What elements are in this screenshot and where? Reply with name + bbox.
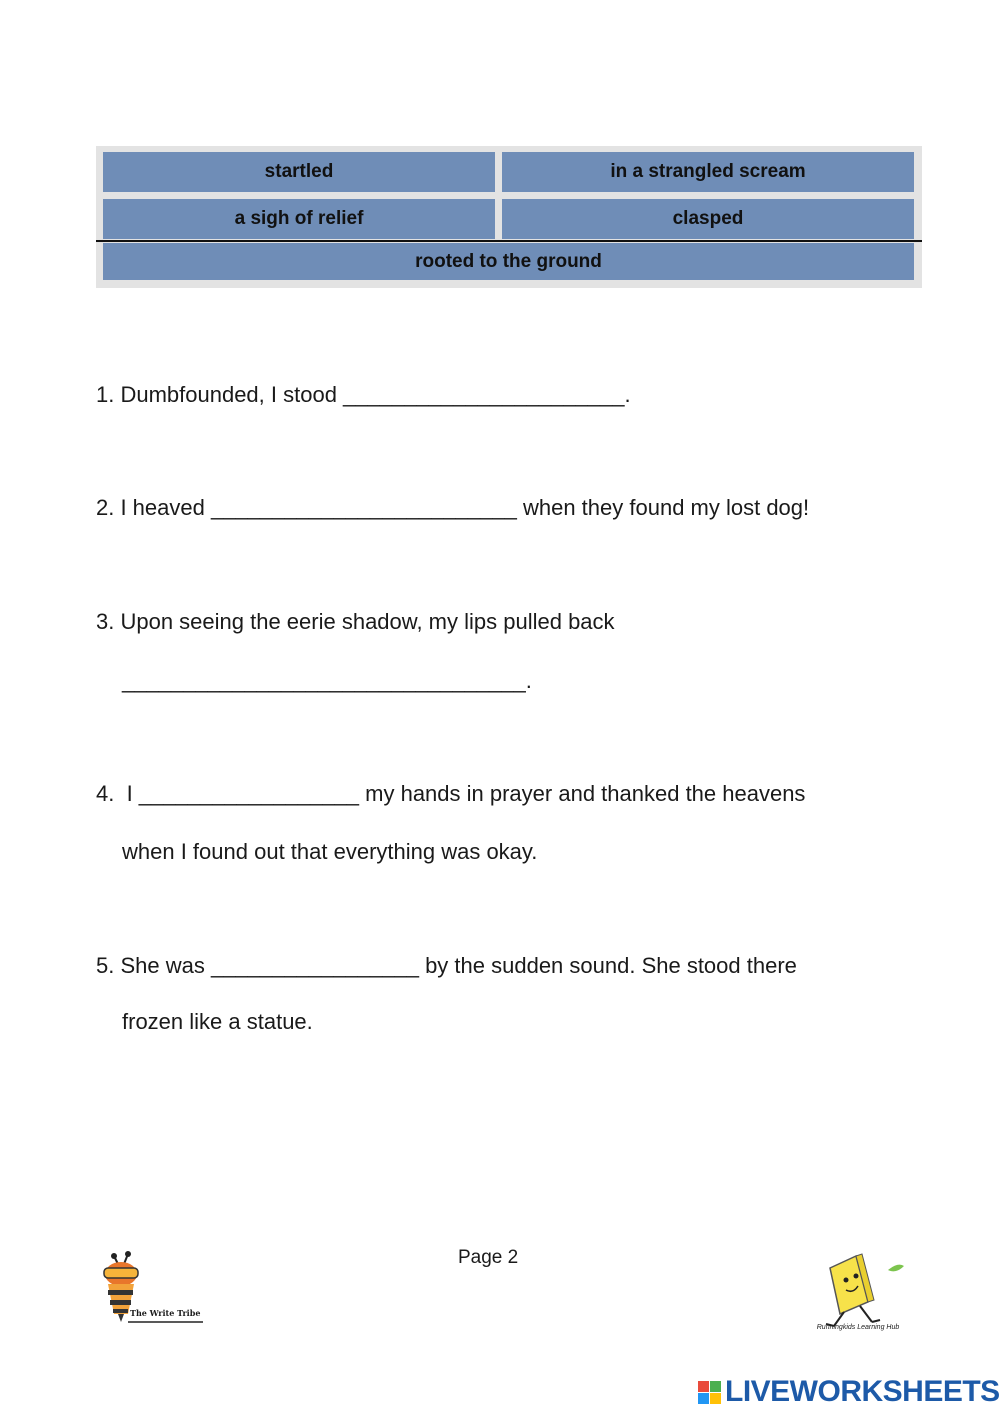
word-bank-item: rooted to the ground (103, 243, 914, 280)
question-1[interactable]: 1. Dumbfounded, I stood _______________________. (96, 382, 631, 407)
question-3[interactable]: 3. Upon seeing the eerie shadow, my lips pulled back (96, 609, 615, 634)
question-3-continuation[interactable]: _________________________________. (122, 668, 532, 693)
question-5[interactable]: 5. She was _________________ by the sudden sound. She stood there (96, 953, 797, 978)
runningkids-logo-text: Runningkids Learning Hub (816, 1324, 900, 1331)
word-bank-item: in a strangled scream (502, 152, 914, 192)
question-4-continuation: when I found out that everything was okay. (122, 839, 538, 864)
runningkids-logo (808, 1244, 908, 1342)
question-2[interactable]: 2. I heaved _________________________ when they found my lost dog! (96, 495, 810, 520)
word-bank-item: a sigh of relief (103, 199, 495, 239)
question-4[interactable]: 4. I __________________ my hands in prayer and thanked the heavens (96, 781, 806, 806)
liveworksheets-logo-icon (698, 1381, 721, 1404)
liveworksheets-brand[interactable] (698, 1374, 1000, 1410)
question-5-continuation: frozen like a statue. (122, 1009, 313, 1034)
word-bank-table (96, 146, 922, 288)
word-bank-item: clasped (502, 199, 914, 239)
liveworksheets-wordmark: LIVEWORKSHEETS (725, 1375, 1000, 1408)
write-tribe-logo (98, 1248, 208, 1328)
table-divider (96, 240, 922, 242)
page-number: Page 2 (458, 1247, 519, 1268)
write-tribe-logo-text: The Write Tribe (130, 1308, 201, 1318)
word-bank-item: startled (103, 152, 495, 192)
